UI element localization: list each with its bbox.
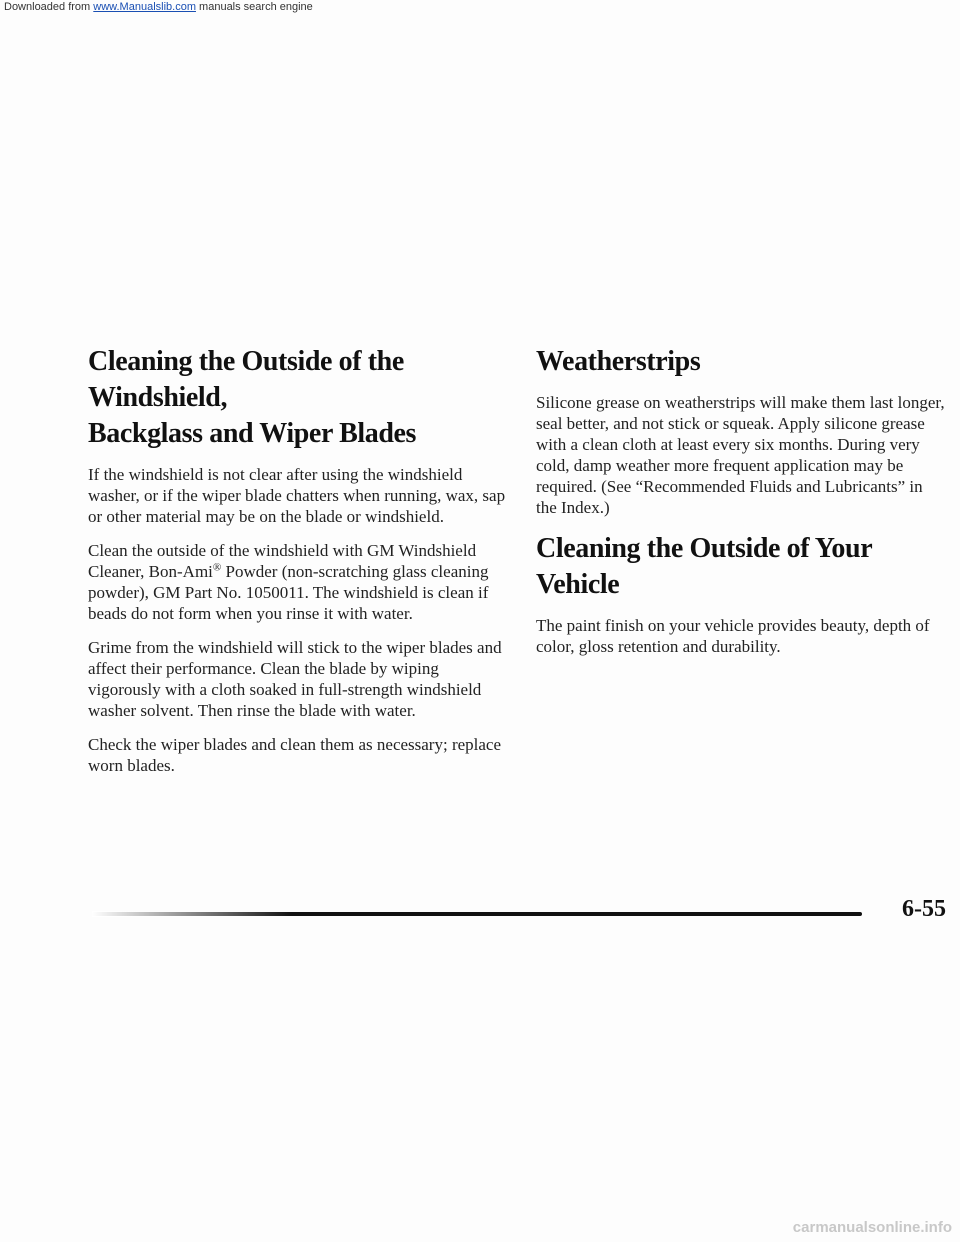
windshield-paragraph-2	[88, 540, 508, 624]
registered-mark: ®	[212, 561, 222, 574]
windshield-paragraph-2-part1: Clean the outside of the windshield with GM Windshield Cleaner, Bon-Ami	[88, 541, 477, 581]
banner-suffix: manuals search engine	[199, 1, 313, 13]
page-number: 6-55	[902, 896, 946, 922]
windshield-heading-line1: Cleaning the Outside of the Windshield,	[88, 346, 404, 413]
windshield-heading	[88, 344, 508, 452]
vehicle-exterior-paragraph: The paint finish on your vehicle provides beauty, depth of color, gloss retention and durability.	[536, 616, 930, 656]
weatherstrips-heading: Weatherstrips	[536, 346, 701, 377]
vehicle-exterior-heading: Cleaning the Outside of Your Vehicle	[536, 533, 872, 600]
download-banner	[0, 0, 317, 14]
footer-rule-fade	[92, 911, 292, 917]
left-column	[88, 344, 508, 789]
windshield-paragraph-2-part2: Powder (non-scratching glass cleaning powder), GM Part No. 1050011. The windshield is clean if beads do not form when you rinse it with water.	[88, 562, 489, 623]
weatherstrips-paragraph: Silicone grease on weatherstrips will make them last longer, seal better, and not stick or squeak. Apply silicone grease with a clean cloth at least every six months. During very cold, damp weather more frequent application may be required. (See “Recommended Fluids and Lubricants” in the Index.)	[536, 393, 945, 517]
windshield-paragraph-3: Grime from the windshield will stick to the wiper blades and affect their performance. Clean the blade by wiping vigorously with a cloth soaked in full-strength windshield washer solvent. Then rinse the blade with water.	[88, 638, 502, 720]
watermark: carmanualsonline.info	[792, 1219, 952, 1236]
windshield-heading-line2: Backglass and Wiper Blades	[88, 418, 417, 449]
windshield-paragraph-1: If the windshield is not clear after using the windshield washer, or if the wiper blade chatters when running, wax, sap or other material may be on the blade or windshield.	[88, 465, 506, 526]
right-column	[536, 344, 946, 670]
manualslib-link[interactable]: www.Manualslib.com	[93, 1, 196, 13]
windshield-paragraph-4: Check the wiper blades and clean them as necessary; replace worn blades.	[88, 735, 502, 775]
banner-prefix: Downloaded from	[4, 1, 91, 13]
